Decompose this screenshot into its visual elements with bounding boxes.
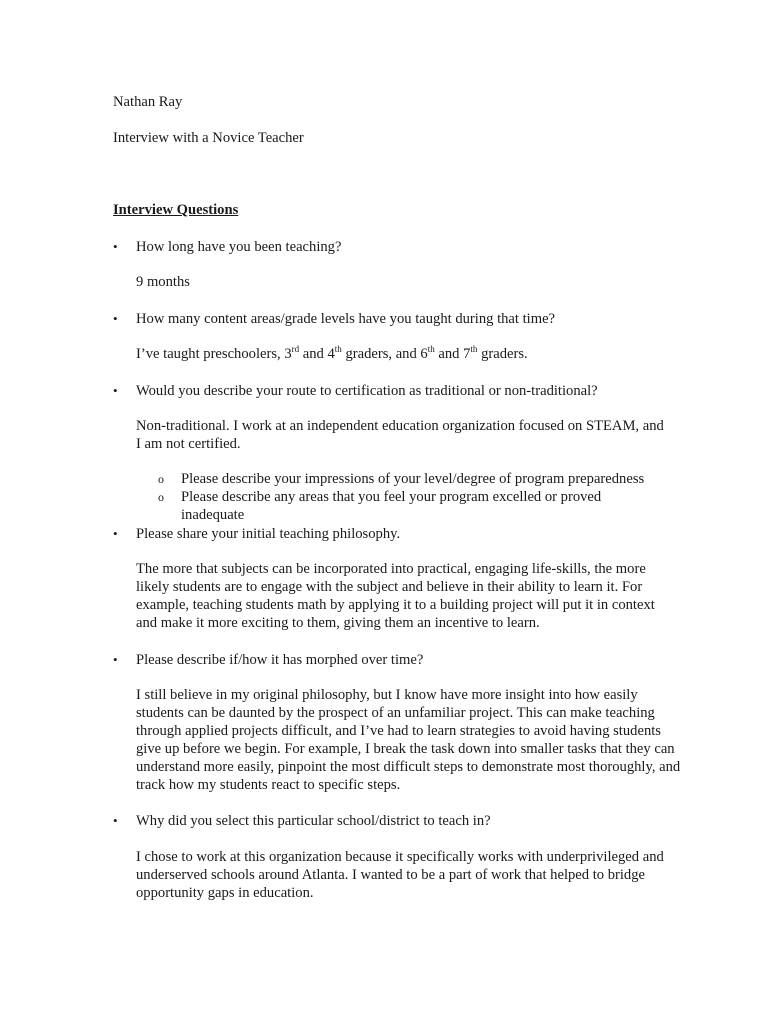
- question-6: Why did you select this particular school/district to teach in?: [136, 813, 491, 829]
- bullet-icon: •: [113, 652, 118, 667]
- answer-3: Non-traditional. I work at an independent education organization focused on STEAM, and I am not certified.: [136, 418, 664, 452]
- answer-2-text: graders, and 6: [341, 346, 428, 362]
- sub-question-1: Please describe your impressions of your level/degree of program preparedness: [181, 471, 645, 487]
- answer-2-superscript: rd: [291, 344, 300, 355]
- answer-4: The more that subjects can be incorporated into practical, engaging life-skills, the more likely students are to engage with the subject and believe in their ability to learn it. For example, teaching students math by applying it to a building project will put it in context and make it more exciting to them, giving them an incentive to learn.: [136, 561, 655, 631]
- sub-bullet-icon: o: [158, 472, 164, 486]
- question-3: Would you describe your route to certification as traditional or non-traditional?: [136, 383, 598, 399]
- answer-2: [136, 345, 696, 363]
- bullet-icon: •: [113, 311, 118, 326]
- sub-bullet-icon: o: [158, 490, 164, 504]
- document-title: Interview with a Novice Teacher: [113, 130, 304, 146]
- section-heading: Interview Questions: [113, 202, 239, 218]
- answer-5: I still believe in my original philosophy, but I know have more insight into how easily students can be daunted by the prospect of an unfamiliar project. This can make teaching through applied projects difficult, and I’ve had to learn strategies to avoid having students give up before we begin. For example, I break the task down into smaller tasks that they can understand more easily, pinpoint the most difficult steps to demonstrate most thoroughly, and track how my students react to specific steps.: [136, 687, 681, 793]
- question-5: Please describe if/how it has morphed over time?: [136, 652, 424, 668]
- answer-2-text: and 4: [299, 346, 335, 362]
- bullet-icon: •: [113, 813, 118, 828]
- answer-2-superscript: th: [427, 344, 435, 355]
- author-name: Nathan Ray: [113, 94, 183, 110]
- question-1: How long have you been teaching?: [136, 239, 342, 255]
- answer-2-superscript: th: [470, 344, 478, 355]
- question-2: How many content areas/grade levels have you taught during that time?: [136, 311, 556, 327]
- answer-1: 9 months: [136, 274, 190, 290]
- answer-2-superscript: th: [334, 344, 342, 355]
- bullet-icon: •: [113, 383, 118, 398]
- answer-2-text: I’ve taught preschoolers, 3: [136, 346, 292, 362]
- sub-question-2: Please describe any areas that you feel your program excelled or proved inadequate: [181, 489, 602, 523]
- answer-2-text: graders.: [477, 346, 528, 362]
- bullet-icon: •: [113, 239, 118, 254]
- answer-6: I chose to work at this organization because it specifically works with underprivileged and underserved schools around Atlanta. I wanted to be a part of work that helped to bridge opportunity gaps in education.: [136, 849, 664, 901]
- answer-2-text: and 7: [434, 346, 471, 362]
- bullet-icon: •: [113, 526, 118, 541]
- question-4: Please share your initial teaching philosophy.: [136, 526, 401, 542]
